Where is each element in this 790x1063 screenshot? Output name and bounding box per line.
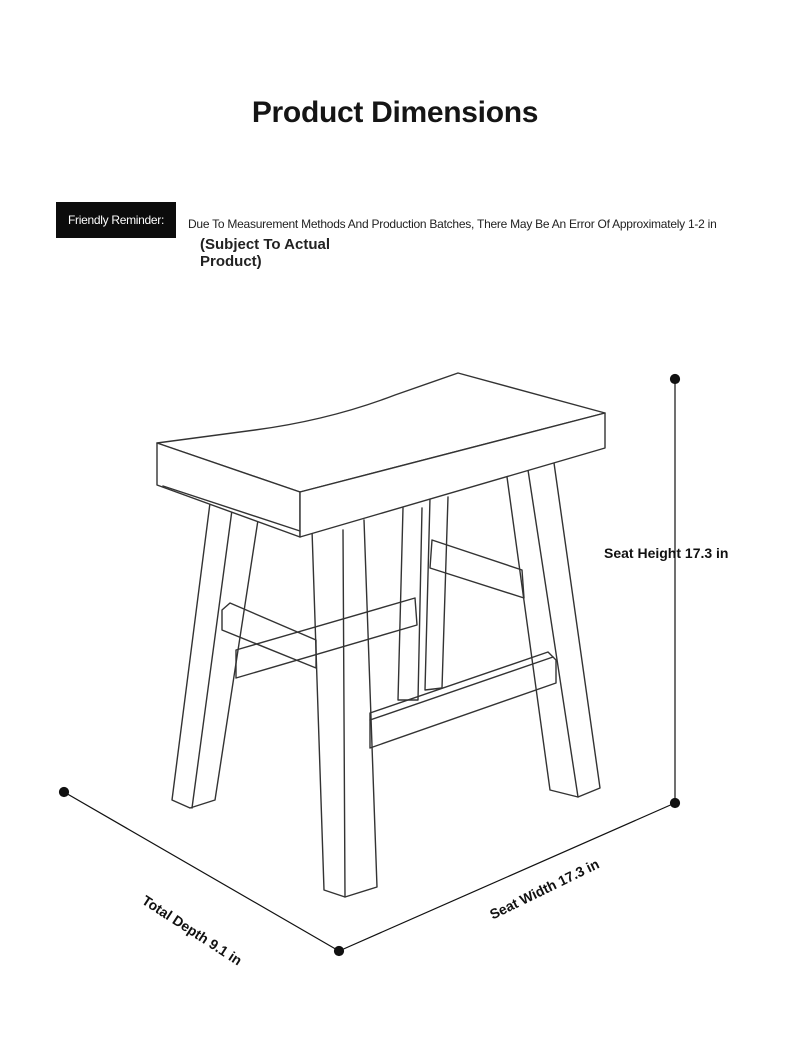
total-depth-label: Total Depth 9.1 in [139, 892, 245, 969]
width-dimension-line [339, 803, 675, 951]
page-title: Product Dimensions [251, 96, 539, 129]
friendly-reminder-badge: Friendly Reminder: [56, 202, 176, 238]
stool-back-stretcher [236, 598, 417, 678]
reminder-subtext: (Subject To Actual Product) [200, 236, 331, 270]
dimension-point-icon [671, 799, 680, 808]
stool-right-leg [507, 463, 600, 797]
dimension-point-icon [671, 375, 680, 384]
dimension-point-icon [60, 788, 69, 797]
dimension-point-icon [335, 947, 344, 956]
stool-front-left-leg [172, 503, 258, 808]
seat-width-label: Seat Width 17.3 in [487, 855, 602, 923]
stool-right-stretcher [430, 540, 524, 598]
seat-height-label: Seat Height 17.3 in [604, 545, 729, 561]
stool-back-right-leg [425, 497, 448, 690]
reminder-text: Due To Measurement Methods And Production Batches, There May Be An Error Of Approximately 1-2 in [188, 217, 717, 231]
stool-back-left-leg [398, 508, 422, 700]
